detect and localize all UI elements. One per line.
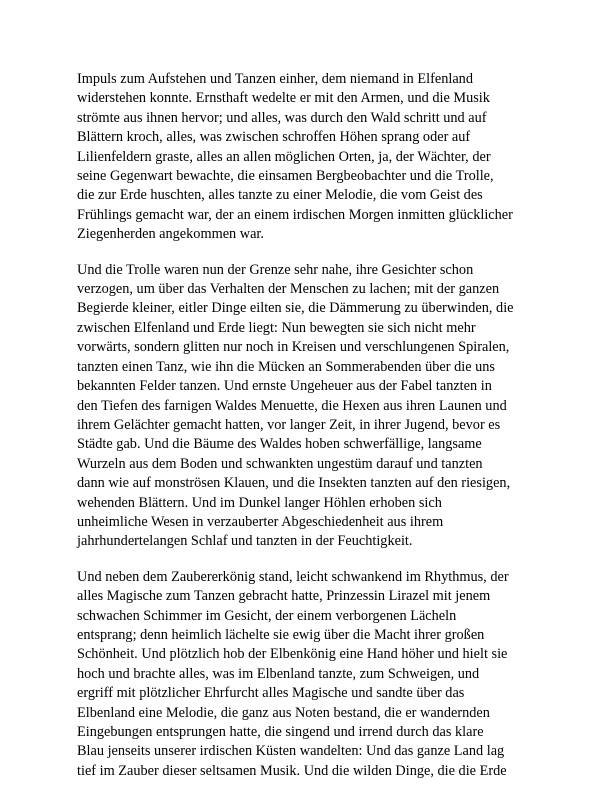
text-line: strömte aus ihnen hervor; und alles, was durch den Wald schritt und auf (77, 109, 487, 126)
text-line: Begierde kleiner, eitler Dinge eilten sie, die Dämmerung zu überwinden, die (77, 300, 514, 317)
text-line: Lilienfeldern graste, alles an allen möglichen Orten, ja, der Wächter, der (77, 148, 491, 165)
text-line: seine Gegenwart bewachte, die einsamen Bergbeobachter und die Trolle, (77, 168, 494, 185)
text-line: Städte gab. Und die Bäume des Waldes hoben schwerfällige, langsame (77, 436, 482, 453)
body-text (77, 70, 527, 797)
text-line: Impuls zum Aufstehen und Tanzen einher, dem niemand in Elfenland (77, 71, 473, 87)
text-line: Wurzeln aus dem Boden und schwankten ungestüm darauf und tanzten (77, 455, 483, 472)
text-line: die zur Erde huschten, alles tanzte zu einer Melodie, die vom Geist des (77, 187, 483, 204)
text-line: ergriff mit plötzlicher Ehrfurcht alles Magische und sandte über das (77, 685, 465, 702)
paragraph-3 (77, 568, 527, 781)
text-line: unheimliche Wesen in verzauberter Abgeschiedenheit aus ihrem (77, 513, 444, 530)
text-line: dann wie auf monströsen Klauen, und die Insekten tanzten auf den riesigen, (77, 475, 511, 492)
text-line: Elbenland eine Melodie, die ganz aus Noten bestand, die er wandernden (77, 704, 490, 721)
text-line: jahrhundertelangen Schlaf und tanzten in der Feuchtigkeit. (77, 533, 413, 550)
text-line: schwachen Schimmer im Gesicht, der einem verborgenen Lächeln (77, 607, 457, 624)
text-line: wehenden Blättern. Und im Dunkel langer Höhlen erhoben sich (77, 494, 442, 511)
text-line: Eingebungen entsprungen hatte, die singend und irrend durch das klare (77, 724, 484, 740)
text-line: Und neben dem Zaubererkönig stand, leicht schwankend im Rhythmus, der (77, 568, 509, 585)
text-line: Ziegenherden angekommen war. (77, 226, 264, 243)
text-line: Schönheit. Und plötzlich hob der Elbenkönig eine Hand höher und hielt sie (77, 646, 508, 663)
text-line: Und die Trolle waren nun der Grenze sehr nahe, ihre Gesichter schon (77, 261, 474, 278)
text-line: Blau jenseits unserer irdischen Küsten wandelten: Und das ganze Land lag (77, 743, 505, 760)
text-line: hoch und brachte alles, was im Elbenland tanzte, zum Schweigen, und (77, 665, 480, 682)
paragraph-1 (77, 70, 527, 245)
text-line: tief im Zauber dieser seltsamen Musik. Und die wilden Dinge, die die Erde (77, 762, 507, 779)
text-line: zwischen Elfenland und Erde liegt: Nun bewegten sie sich nicht mehr (77, 319, 476, 336)
text-line: alles Magische zum Tanzen gebracht hatte, Prinzessin Lirazel mit jenem (77, 588, 491, 605)
text-line: entsprang; denn heimlich lächelte sie ewig über die Macht ihrer großen (77, 626, 485, 643)
paragraph-2 (77, 261, 527, 552)
text-line: bekannten Felder tanzen. Und ernste Ungeheuer aus der Fabel tanzten in (77, 378, 492, 395)
text-line: tanzten einen Tanz, wie ihn die Mücken an Sommerabenden über die uns (77, 358, 495, 375)
text-line: ihrem Gelächter gemacht hatten, vor langer Zeit, in ihrer Jugend, bevor es (77, 416, 501, 433)
text-line: Frühlings gemacht war, der an einem irdischen Morgen inmitten glücklicher (77, 206, 513, 223)
text-line: den Tiefen des farnigen Waldes Menuette, die Hexen aus ihren Launen und (77, 397, 507, 414)
text-line: widerstehen konnte. Ernsthaft wedelte er mit den Armen, und die Musik (77, 90, 490, 107)
text-line: Blättern kroch, alles, was zwischen schroffen Höhen sprang oder auf (77, 129, 471, 146)
text-line: vorwärts, sondern glitten nur noch in Kreisen und verschlungenen Spiralen, (77, 339, 510, 356)
text-line: verzogen, um über das Verhalten der Menschen zu lachen; mit der ganzen (77, 281, 500, 298)
